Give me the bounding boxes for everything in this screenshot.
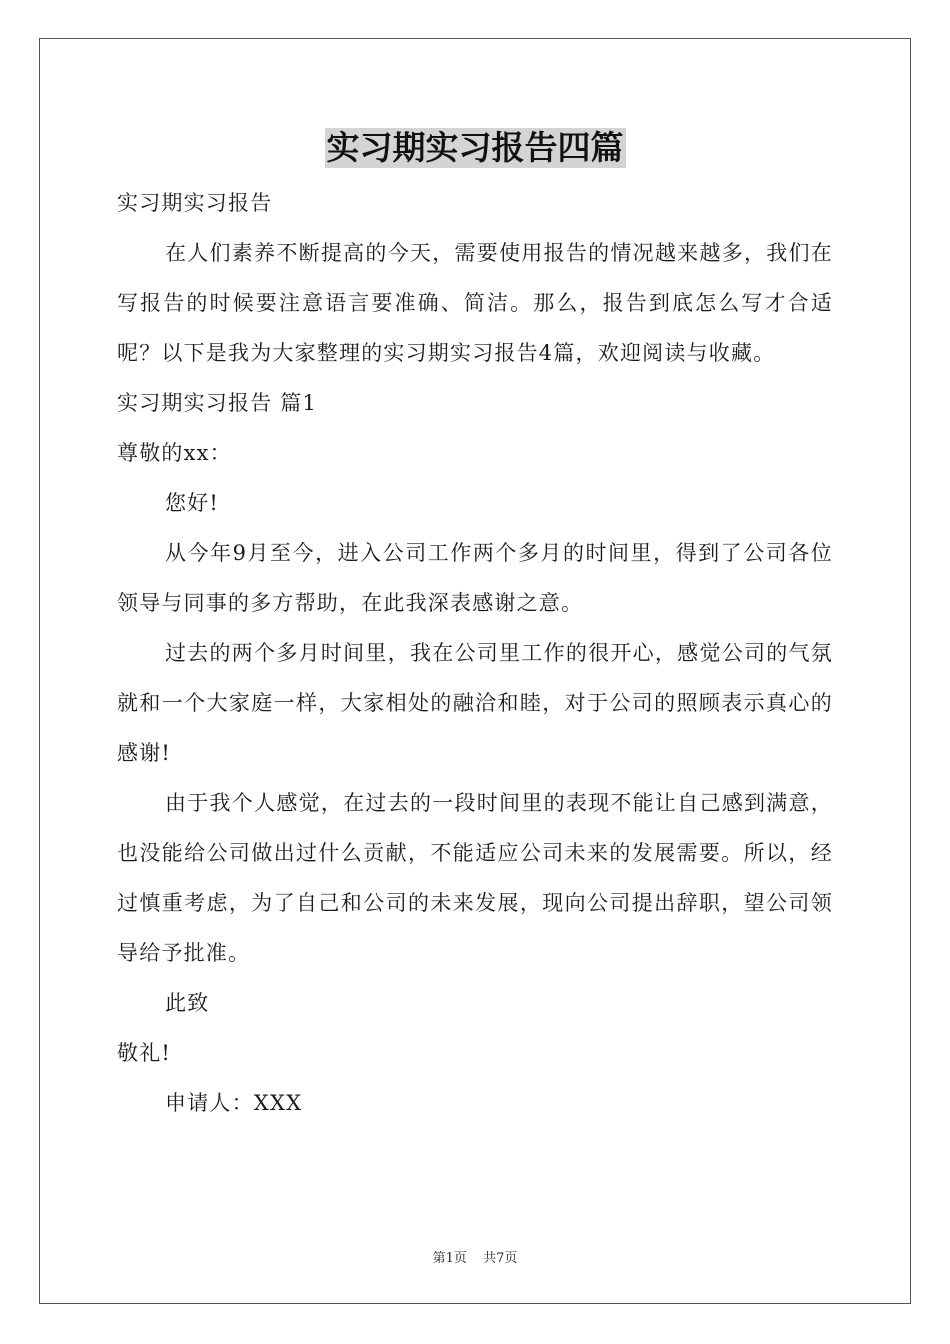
- page-footer: [0, 1247, 950, 1266]
- body-paragraph: 由于我个人感觉，在过去的一段时间里的表现不能让自己感到满意，也没能给公司做出过什么贡献，不能适应公司未来的发展需要。所以，经过慎重考虑，为了自己和公司的未来发展，现向公司提出辞职，望公司领导给予批准。: [117, 791, 833, 965]
- page-total: 共7页: [483, 1251, 518, 1266]
- section-heading: 实习期实习报告: [117, 191, 273, 215]
- closing: 此致: [165, 991, 210, 1015]
- salutation: 尊敬的xx：: [117, 441, 232, 465]
- document-body: [117, 178, 833, 1128]
- document-title: 实习期实习报告四篇: [326, 128, 624, 167]
- intro-paragraph: 在人们素养不断提高的今天，需要使用报告的情况越来越多，我们在写报告的时候要注意语言要准确、简洁。那么，报告到底怎么写才合适呢？以下是我为大家整理的实习期实习报告4篇，欢迎阅读与收藏。: [117, 241, 833, 365]
- title-container: [0, 128, 950, 168]
- signature-line: 申请人：XXX: [165, 1091, 303, 1115]
- closing-regards: 敬礼!: [117, 1041, 172, 1065]
- body-paragraph: 过去的两个多月时间里，我在公司里工作的很开心，感觉公司的气氛就和一个大家庭一样，大家相处的融洽和睦，对于公司的照顾表示真心的感谢!: [117, 641, 833, 765]
- article-heading: 实习期实习报告 篇1: [117, 391, 318, 415]
- page-number: 第1页: [432, 1251, 467, 1266]
- greeting: 您好!: [165, 491, 220, 515]
- body-paragraph: 从今年9月至今，进入公司工作两个多月的时间里，得到了公司各位领导与同事的多方帮助，在此我深表感谢之意。: [117, 541, 833, 615]
